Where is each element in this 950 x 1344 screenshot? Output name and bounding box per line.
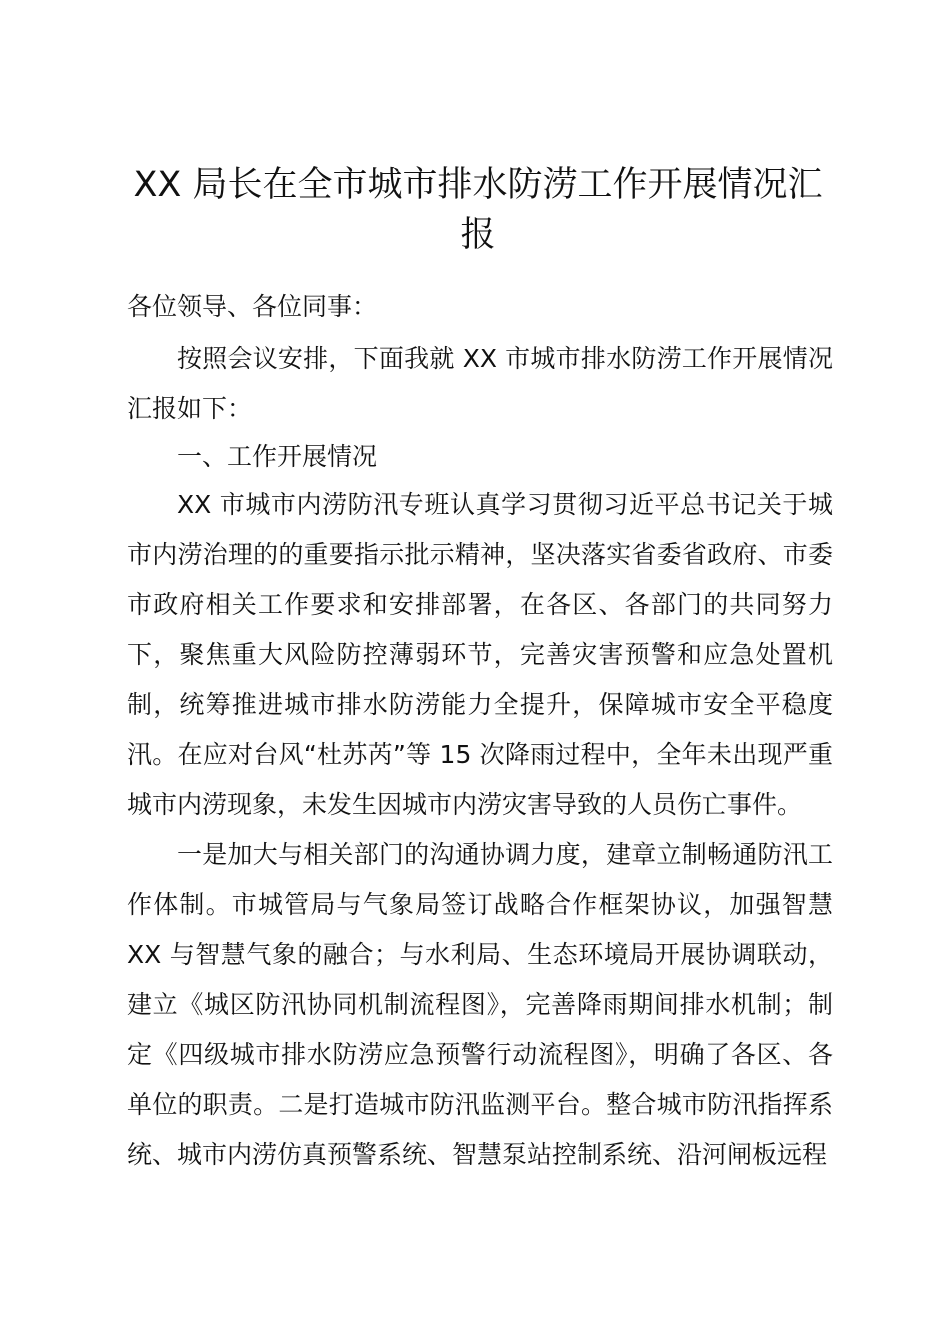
summary-paragraph-text: XX 市城市内涝防汛专班认真学习贯彻习近平总书记关于城市内涝治理的的重要指示批示精神，坚决落实省委省政府、市委市政府相关工作要求和安排部署，在各区、各部门的共同努力下，聚焦重大风险防控薄弱环节，完善灾害预警和应急处置机制，统筹推进城市排水防涝能力全提升，保障城市安全平稳度汛。在应对台风“杜苏芮”等 15 次降雨过程中，全年未出现严重城市内涝现象，未发生因城市内涝灾害导致的人员伤亡事件。	[127, 490, 833, 819]
measures-paragraph	[127, 830, 833, 1180]
intro-paragraph-text: 按照会议安排，下面我就 XX 市城市排水防涝工作开展情况汇报如下：	[127, 344, 833, 423]
section-heading	[127, 432, 833, 482]
summary-paragraph	[127, 480, 833, 830]
document-title: XX 局长在全市城市排水防涝工作开展情况汇报	[133, 165, 823, 255]
measures-paragraph-text: 一是加大与相关部门的沟通协调力度，建章立制畅通防汛工作体制。市城管局与气象局签订战略合作框架协议，加强智慧XX 与智慧气象的融合；与水利局、生态环境局开展协调联动，建立《城区防汛协同机制流程图》，完善降雨期间排水机制；制定《四级城市排水防涝应急预警行动流程图》，明确了各区、各单位的职责。二是打造城市防汛监测平台。整合城市防汛指挥系统、城市内涝仿真预警系统、智慧泵站控制系统、沿河闸板远程	[127, 840, 833, 1169]
section-heading-text: 一、工作开展情况	[177, 442, 378, 471]
intro-paragraph	[127, 334, 833, 434]
salutation: 各位领导、各位同事：	[127, 292, 378, 321]
